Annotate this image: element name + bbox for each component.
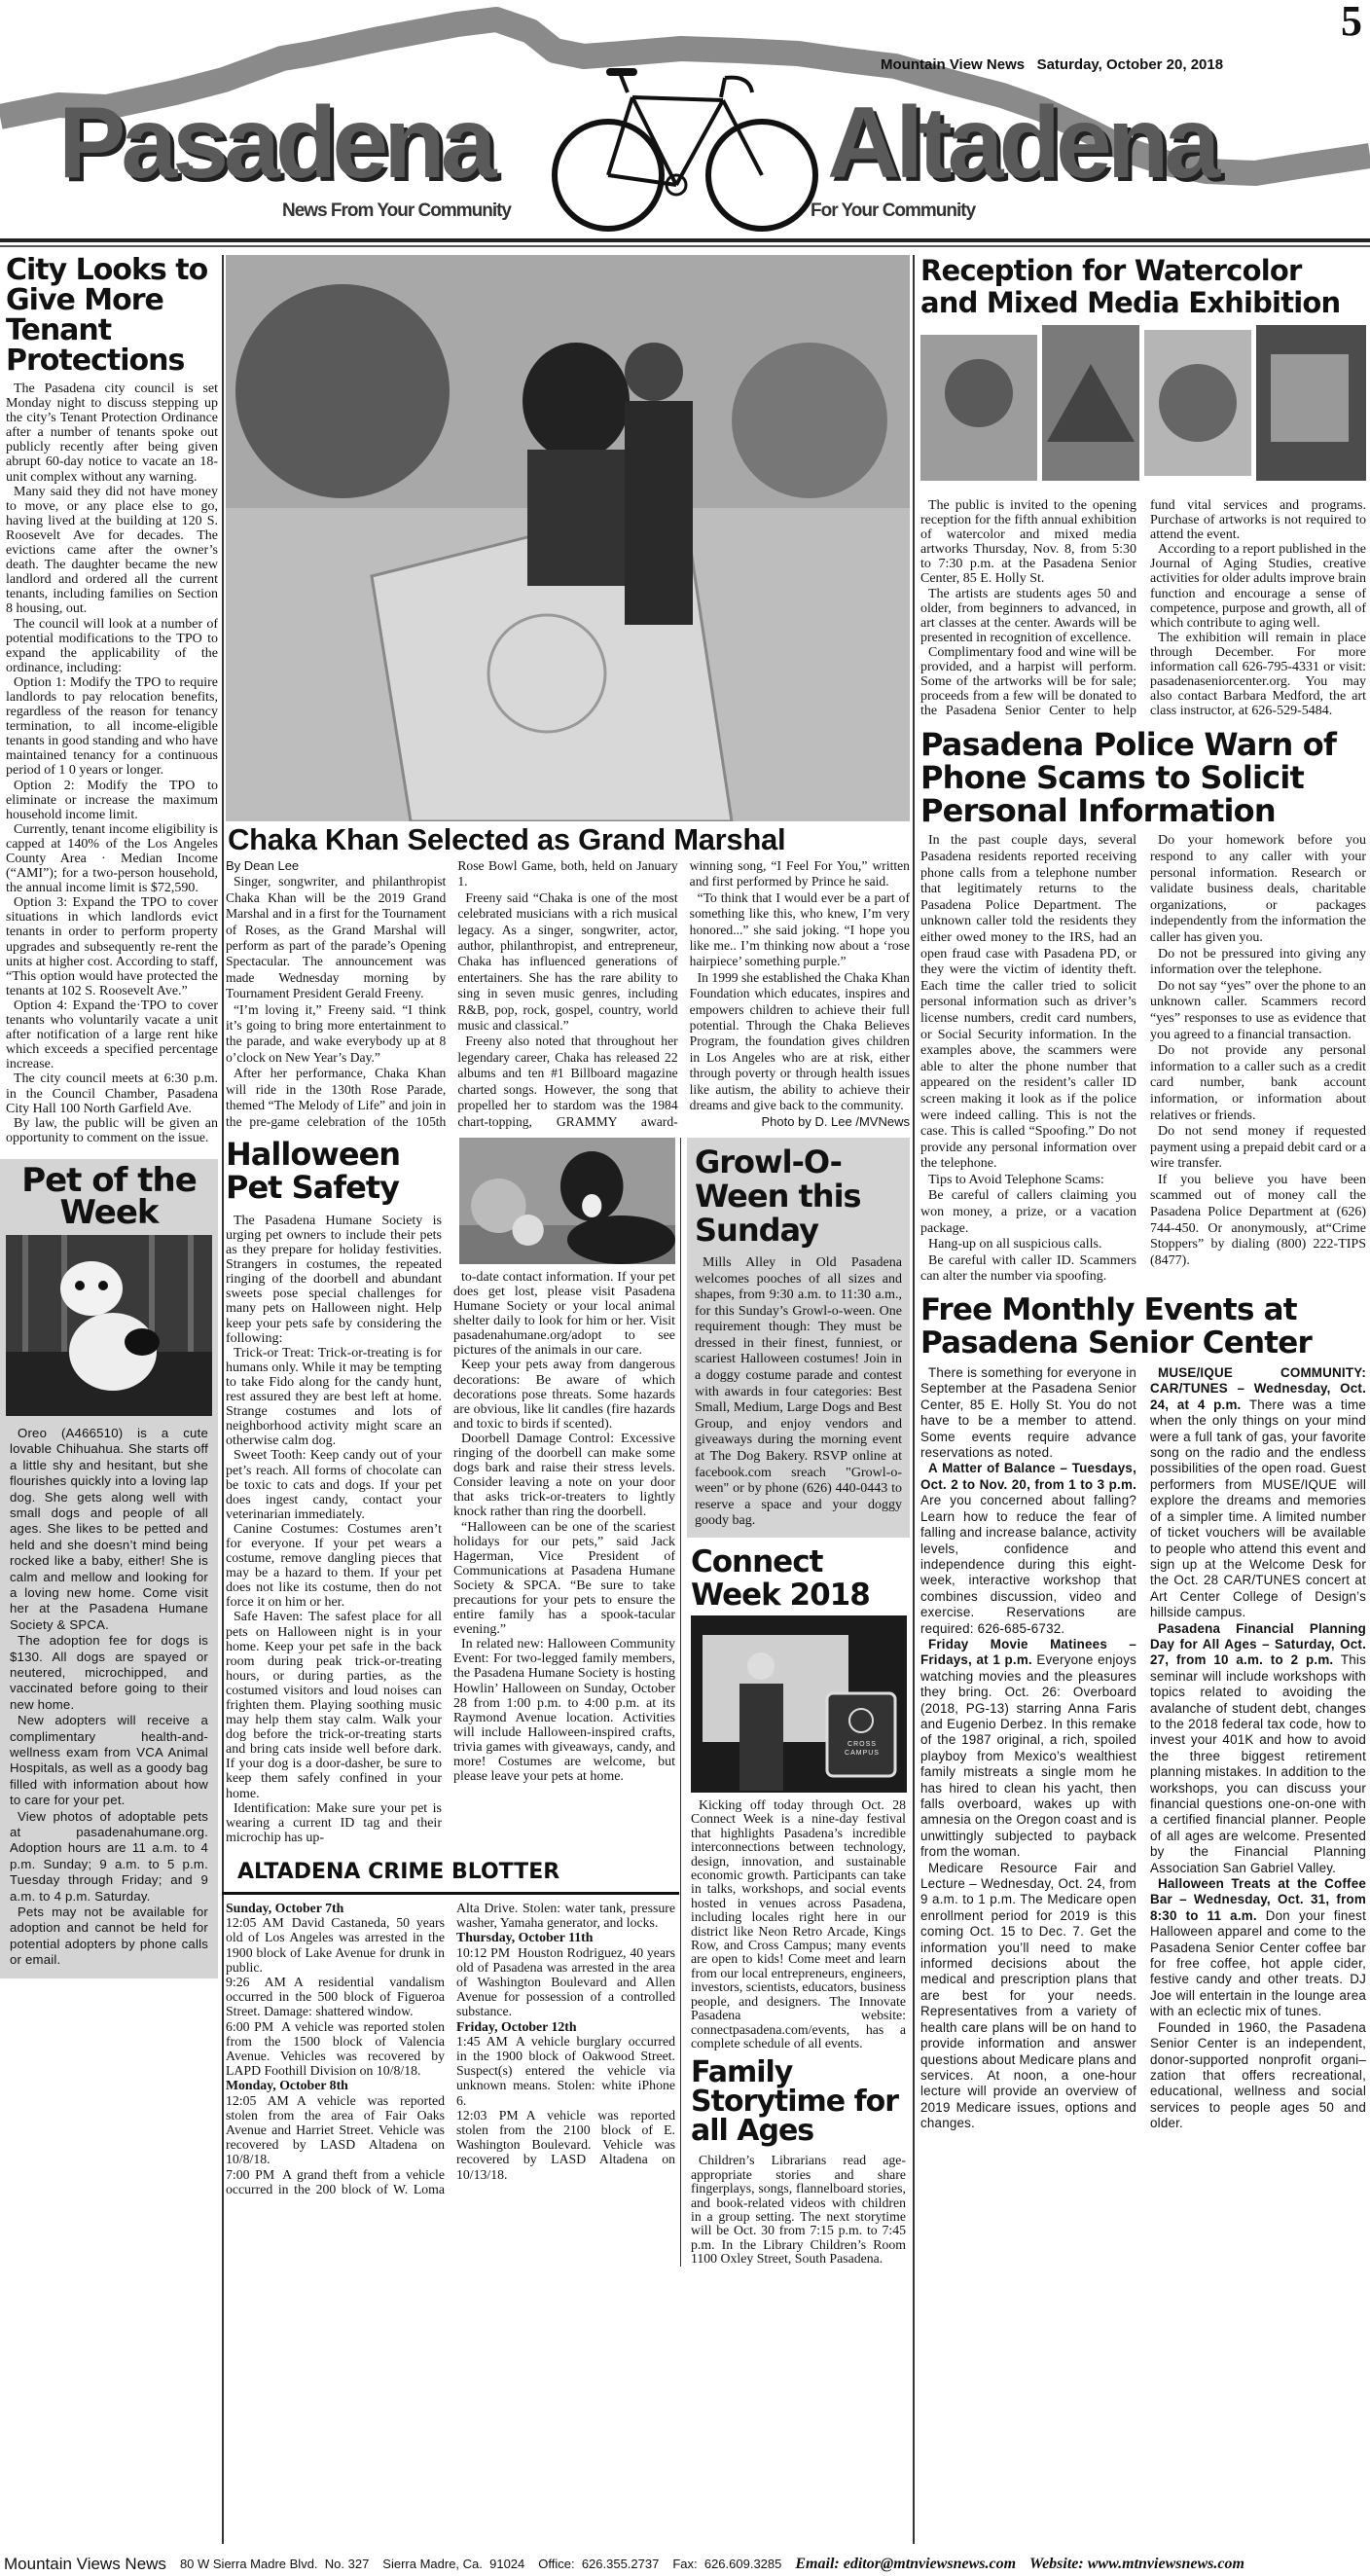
- paragraph: The Pasadena Humane Society is urging pet owners to include their pets as they prepare for holiday festivities. Strangers in costumes, the repeated ringing of the doorbell and abundant sweets pose special challenges for many pets on Halloween night. Help keep your pets safe by considering the following:: [226, 1213, 442, 1346]
- headline: Pasadena Police Warn of Phone Scams to Solicit Personal Information: [920, 726, 1337, 830]
- cross-campus-sign: CROSS CAMPUS: [845, 1741, 880, 1757]
- chaka-article-body: [226, 858, 910, 1130]
- blotter-day-heading: Friday, October 12th: [456, 2018, 577, 2034]
- paragraph: New adopters will receive a complimentary health-and-wellness exam from VCA Animal Hospitals, as well as a goody bag filled with information about how to care for your pet.: [10, 1713, 208, 1808]
- event-text: Medicare Resource Fair and Lecture – Wednesday, Oct. 24, from 9 a.m. to 1 p.m. The Medicare open enrollment period for 2019 is this coming Oct. 15 to Dec. 7. Get the information you’ll need to make informed decisions about the medical and prescription plans that are best for your needs. Representatives from a variety of health care plans will be on hand to provide information and answer questions about Medicare plans and services. At noon, a one-hour lecture will provide an overview of 2019 Medicare issues, options and changes.: [920, 1860, 1136, 2131]
- event-title: A Matter of Balance – Tuesdays, Oct. 2 to Nov. 20, from 1 to 3 p.m.: [920, 1461, 1136, 1492]
- byline: By Dean Lee: [226, 858, 300, 873]
- paragraph: Freeny said “Chaka is one of the most celebrated musicians with a rich musical legacy. As a singer, songwriter, actor, author, philanthropist, and entrepreneur, Chaka has influenced generations of entertainers. She has the rare ability to sing in seven music genres, including R&B, pop, rock, gospel, country, world music and classical.”: [457, 889, 678, 1034]
- event-text: Don your finest Halloween apparel and come to the Pasadena Senior Center coffee bar for free coffee, hot apple cider, festive candy and other treats. DJ Joe will entertain in the lounge area with an eclectic mix of tunes.: [1150, 1907, 1366, 2019]
- paragraph: Oreo (A466510) is a cute lovable Chihuahua. She starts off a little shy and hesitant, but she flourishes quickly into a loving lap dog. She gets along well with small dogs and people of all ages. She likes to be petted and held and she doesn’t mind being rocked like a baby, either! She is calm and mellow and looking for a loving new home. Come visit her at the Pasadena Humane Society & SPCA.: [10, 1425, 208, 1632]
- tagline-left: News From Your Community: [282, 200, 511, 221]
- footer-address: 80 W Sierra Madre Blvd. No. 327: [179, 2557, 370, 2571]
- entry-time: 9:26 AM: [226, 1974, 286, 1989]
- blotter-rule: [222, 1892, 679, 1895]
- paragraph: If you believe you have been scammed out of money call the Pasadena Police Department at (626) 744-450. Or anonymously, at“Crime Stoppers” by dialing (800) 222-TIPS (8477).: [1150, 1172, 1366, 1268]
- footer-website-link[interactable]: Website: www.mtnviewsnews.com: [1029, 2555, 1244, 2572]
- footer: [0, 2552, 1370, 2576]
- paragraph: Do not send money if requested payment using a prepaid debit card or a wire transfer.: [1150, 1124, 1366, 1172]
- paragraph: Option 1: Modify the TPO to require landlords to pay relocation benefits, regardless of the reason for tenancy termination, to all income-eligible tenants in good standing and who have maintained tenancy for a continuous period of 1 0 years or longer.: [6, 674, 218, 779]
- paragraph: According to a report published in the Journal of Aging Studies, creative activities for older adults improve brain function and encourage a sense of competence, purpose and growth, all of which contribute to aging well.: [1150, 542, 1366, 631]
- paragraph: [1150, 2020, 1366, 2132]
- paragraph: The artists are students ages 50 and older, from beginners to advanced, in art classes at the center. Awards will be presented in recognition of excellence.: [920, 586, 1136, 645]
- event-text: Everyone enjoys watching movies and the pleasures they bring. Oct. 26: Overboard (2018, PG-13) starring Anna Faris and Eugenio Derbez. In this remake of the 1987 original, a rich, spoiled playboy from Mexico’s wealthiest family mistreats a single mom he has hired to clean his yacht, then falls overboard, wakes up with amnesia on the Oregon coast and is unwittingly subjected to payback from the woman.: [920, 1652, 1136, 1860]
- paragraph: The adoption fee for dogs is $130. All dogs are spayed or neutered, microchipped, and vaccinated before going to their new home.: [10, 1633, 208, 1712]
- paragraph: Do not be pressured into giving any information over the telephone.: [1150, 946, 1366, 978]
- tagline-right: For Your Community: [811, 200, 976, 221]
- paragraph: In related new: Halloween Community Event: For two-legged family members, the Pasadena Humane Society is hosting Howlin’ Halloween on Sunday, October 28 from 1:00 p.m. to 4:00 p.m. at its Raymond Avenue location. Activities will include Halloween-inspired crafts, trivia games with giveaways, candy, and more! Costumes are welcome, but please leave your pets at home.: [453, 1637, 675, 1785]
- entry-text: A grand theft from a vehicle occurred in the 200 block of W. Loma Alta Drive. Stolen: water tank, pressure washer, Yamaha generator, and locks.: [226, 1900, 675, 2196]
- paragraph: [920, 1461, 1136, 1636]
- paragraph: Trick-or Treat: Trick-or-treating is for humans only. While it may be tempting to take Fido along for the candy hunt, rest assured they are best left at home. Strange costumes and lots of neighborhood activity might scare an otherwise calm dog.: [226, 1345, 442, 1449]
- paragraph: Do not provide any personal information to a caller such as a credit card number, bank account information, or information about relatives or friends.: [1150, 1043, 1366, 1123]
- chaka-khan-photo: [226, 255, 910, 821]
- entry-time: 12:05 AM: [226, 1915, 284, 1931]
- footer-city: Sierra Madre, Ca. 91024: [382, 2557, 525, 2571]
- left-column: [0, 255, 218, 1978]
- paragraph: Option 4: Expand the·TPO to cover tenants who voluntarily vacate a unit after notification of a large rent hike which exceeds a specified percentage increase.: [6, 998, 218, 1072]
- side-stories: [680, 1138, 910, 2267]
- article-body: [920, 833, 1366, 1286]
- article-body: [6, 381, 218, 1145]
- article-body: [226, 1214, 442, 1845]
- halloween-article: [226, 1135, 675, 1845]
- paragraph: “I’m loving it,” Freeny said. “I think it’s going to bring more entertainment to the parade, and wake everybody up at 8 o’clock on New Year’s Day.”: [226, 1001, 447, 1065]
- footer-fax: Fax: 626.609.3285: [672, 2557, 782, 2571]
- footer-email-link[interactable]: Email: editor@mtnviewsnews.com: [795, 2555, 1017, 2572]
- page-number: 5: [1341, 0, 1362, 45]
- paragraph: Doorbell Damage Control: Excessive ringing of the doorbell can make some dogs bark and raise their stress levels. Consider leaving a note on your door that asks trick-or-treaters to lightly knock rather than ring the doorbell.: [453, 1431, 675, 1520]
- paragraph: to-date contact information. If your pet does get lost, please visit Pasadena Humane Society or your local animal shelter daily to look for him or her. Visit pasadenahumane.org/adopt to see pictures of the animals in our care.: [453, 1269, 675, 1359]
- middle-column: [226, 255, 910, 2267]
- entry-time: 12:03 PM: [456, 2107, 519, 2122]
- event-title: Halloween Treats at the Coffee Bar – Wednesday, Oct. 31, from 8:30 to 11 a.m.: [1150, 1876, 1366, 1923]
- event-title: Friday Movie Matinees – Fridays, at 1 p.m.: [920, 1636, 1136, 1668]
- blotter-entry: [226, 2093, 445, 2167]
- crime-blotter: [226, 1859, 675, 2196]
- paragraph: View photos of adoptable pets at pasadenahumane.org. Adoption hours are 11 a.m. to 4 p.m. Sunday; 9 a.m. to 5 p.m. Tuesday through Friday; and 9 a.m. to 4 p.m. Saturday.: [10, 1808, 208, 1904]
- paragraph: In 1999 she established the Chaka Khan Foundation which educates, inspires and empowers children to achieve their full potential. Through the Chaka Believes Program, the foundation gives children in Los Angeles who are at risk, either through poverty or through health issues like autism, the ability to achieve their dreams and give back to the community.: [689, 969, 910, 1113]
- paragraph: Be careful of callers claiming you won money, a prize, or a vacation package.: [920, 1188, 1136, 1236]
- column-divider: [222, 255, 224, 2544]
- entry-text: A vehicle was reported stolen from the 2100 block of E. Washington Boulevard. Vehicle was recovered by LASD Altadena on 10/13/18.: [456, 2107, 675, 2182]
- connect-week-article: [687, 1545, 910, 2267]
- entry-time: 12:05 AM: [226, 2092, 289, 2108]
- tenant-article: [0, 255, 218, 1145]
- halloween-col-1: [226, 1135, 442, 1845]
- paragraph: Tips to Avoid Telephone Scams:: [928, 1172, 1104, 1187]
- paragraph: [920, 1637, 1136, 1861]
- paragraph: Keep your pets away from dangerous decorations: Be aware of which decorations pose threats. Some hazards are obvious, like lit candles (fire hazards and toxic to birds if scented).: [453, 1358, 675, 1432]
- paragraph: Do not say “yes” over the phone to an unknown caller. Scammers record “yes” responses to use as evidence that you agreed to a financial transaction.: [1150, 978, 1366, 1042]
- halloween-and-blotter: [226, 1135, 676, 2196]
- article-body: [6, 1426, 212, 1969]
- entry-time: 7:00 PM: [226, 2166, 275, 2182]
- entry-text: A vehicle burglary occurred in the 1900 block of Oakwood Street. Suspect(s) entered the vehicle via unknown means. Stolen: white iPhone 6.: [456, 2033, 675, 2108]
- paragraph: The exhibition will remain in place through December. For more information call 626-795-4331 or visit: pasadenaseniorcenter.org. You may also contact Barbara Medford, the art class instructor, at 626-529-5484.: [1150, 630, 1366, 719]
- headline: Pet of the Week: [21, 1160, 197, 1232]
- blotter-entry: [226, 1915, 445, 1975]
- headline: City Looks to Give More Tenant Protections: [6, 253, 208, 378]
- paragraph: Be careful with caller ID. Scammers can alter the number via spoofing.: [920, 1252, 1136, 1285]
- article-body: [691, 2154, 906, 2266]
- headline: Chaka Khan Selected as Grand Marshal: [228, 822, 786, 856]
- masthead: [0, 0, 1370, 251]
- pet-of-the-week-box: [0, 1159, 218, 1978]
- event-text: Founded in 1960, the Pasadena Senior Center is an independent, donor-supported nonprofit organi–zation that offers recreational, educational, wellness and social services to people ages 50 and older.: [1150, 2019, 1366, 2131]
- dog-pumpkins-photo: [459, 1138, 675, 1264]
- entry-text: Houston Rodriguez, 40 years old of Pasadena was arrested in the area of Washington Boulevard and Allen Avenue for possession of a controlled substance.: [456, 1944, 676, 2019]
- blotter-entries: [226, 1901, 675, 2196]
- blotter-entry: [456, 1945, 675, 2019]
- paragraph: The city council meets at 6:30 p.m. in the Council Chamber, Pasadena City Hall 100 North Garfield Ave.: [6, 1071, 218, 1116]
- paragraph: The Pasadena city council is set Monday night to discuss stepping up the city’s Tenant Protection Ordinance after a number of tenants spoke out publicly recently after being given abrupt 60-day notice to vacate an 18-unit complex without any warning.: [6, 381, 218, 485]
- article-body: [691, 1798, 906, 2050]
- paragraph: By law, the public will be given an opportunity to comment on the issue.: [6, 1115, 218, 1145]
- logo-pasadena: Pasadena: [58, 87, 492, 200]
- event-text: There was a time when the only things on your mind were a full tank of gas, your favorite song on the radio and the endless possibilities of the open road. Guest performers from MUSE/IQUE will explore the dreams and memories of a simpler time. A limited number of ticket vouchers will be available to people who attend this event and sign up at the Welcome Desk for the Oct. 28 CAR/TUNES concert at Art Center College of Design’s hillside campus.: [1150, 1397, 1366, 1620]
- event-text: Are you concerned about falling? Learn how to reduce the fear of falling and increase balance, activity levels, confidence and independence during this eight-week, interactive workshop that combines discussion, video and exercise. Reservations are required: 626-685-6732.: [920, 1493, 1136, 1636]
- paragraph: [920, 1861, 1136, 2132]
- event-title: MUSE/IQUE COMMUNITY: CAR/TUNES – Wednesday, Oct. 24, at 4 p.m.: [1150, 1365, 1366, 1412]
- dog-photo: [6, 1235, 212, 1416]
- paragraph: Identification: Make sure your pet is wearing a current ID tag and their microchip has up-: [226, 1800, 442, 1845]
- bicycle-icon: [550, 63, 822, 234]
- paper-date-line: Mountain View News Saturday, October 20, 2018: [881, 56, 1224, 73]
- blotter-entry: [456, 2034, 675, 2108]
- paragraph: Sweet Tooth: Keep candy out of your pet’s reach. All forms of chocolate can be toxic to cats and dogs. If your pet does ingest candy, contact your veterinarian immediately.: [226, 1448, 442, 1522]
- headline: Connect Week 2018: [691, 1544, 870, 1613]
- entry-time: 6:00 PM: [226, 2018, 274, 2034]
- footer-paper-name: Mountain Views News: [4, 2554, 166, 2573]
- footer-office-phone: Office: 626.355.2737: [538, 2557, 660, 2571]
- entry-text: A vehicle was reported stolen from the 1500 block of Valencia Avenue. Vehicles was recovered by LAPD Foothill Division on 10/8/18.: [226, 2018, 445, 2079]
- article-body: [920, 498, 1366, 718]
- paragraph: [1150, 1876, 1366, 2020]
- headline: Reception for Watercolor and Mixed Media Exhibition: [920, 254, 1341, 319]
- event-title: Pasadena Financial Planning Day for All Ages – Saturday, Oct. 27, from 10 a.m. to 2 p.m.: [1150, 1620, 1366, 1668]
- paragraph: After her performance, Chaka Khan will ride in the 130th Rose Parade, themed “The Melody of Life” and join in the pre-game celebration of the 105th Rose Bowl Game, both, held on January 1.: [226, 858, 678, 1129]
- headline: ALTADENA CRIME BLOTTER: [237, 1859, 560, 1884]
- paragraph: Children’s Librarians read age-appropriate stories and share fingerplays, songs, flannelboard stories, and book-related videos with children in a group setting. The next storytime will be Oct. 30 from 7:15 p.m. to 7:45 p.m. In the Library Children’s Room 1100 Oxley Street, South Pasadena.: [691, 2153, 906, 2267]
- headline: Halloween Pet Safety: [226, 1135, 401, 1206]
- paragraph: Mills Alley in Old Pasadena welcomes pooches of all sizes and shapes, from 9:30 a.m. to 11:30 a.m., for this Sunday’s Growl-o-ween. One requirement though: They must be dressed in their finest, funniest, or scariest Halloween costumes! Join in a doggy costume parade and contest with awards in four categories: Best Small, Medium, Large Dogs and Best Group, and enjoy vendors and giveaways during the morning event at The Dog Bakery. RSVP online at facebook.com sreach "Growl-o-ween" or by phone (626) 440-0443 to reserve a space and your doggy goody bag.: [695, 1254, 902, 1529]
- column-divider: [913, 255, 915, 2544]
- blotter-day-heading: Thursday, October 11th: [456, 1930, 594, 1945]
- paragraph: In the past couple days, several Pasadena residents reported receiving phone calls from a telephone number that legitimately returns to the Pasadena Police Department. The unknown caller told the residents they either owed money to the IRS, had an open fraud case with Pasadena PD, or they were the victim of identity theft. Each time the caller tried to solicit personal information such as driver’s license numbers, credit card numbers, or Social Security information. In the examples above, the scammers were able to alter the phone number that appeared on the resident’s caller ID screen making it look as if the police were indeed calling. This is not the case. This is called “Spoofing.” Do not provide any personal information over the telephone.: [920, 833, 1136, 1172]
- paragraph: Option 2: Modify the TPO to eliminate or increase the maximum household income limit.: [6, 778, 218, 822]
- paragraph: Complimentary food and wine will be provided, and a harpist will perform. Some of the artworks will be for sale; proceeds from a few will be donated to the Pasadena Senior Center to help fund vital services and programs. Purchase of artworks is not required to attend the event.: [920, 498, 1366, 719]
- paragraph: Pets may not be available for adoption and cannot be held for potential adopters by phone calls or email.: [10, 1905, 208, 1968]
- right-column: [920, 255, 1366, 2132]
- event-text: There is something for everyone in September at the Pasadena Senior Center, 85 E. Holly St. You do not have to be a member to attend. Some events require advance reservations as noted.: [920, 1365, 1136, 1461]
- headline: Family Storytime for all Ages: [691, 2055, 899, 2149]
- paragraph: Currently, tenant income eligibility is capped at 140% of the Los Angeles County Area · Median Income (“AMI”); for a two-person household, the annual income limit is $72,590.: [6, 821, 218, 896]
- paragraph: Kicking off today through Oct. 28 Connect Week is a nine-day festival that highlights Pasadena’s incredible interconnections between technology, design, innovation, and sustainable economic growth. Participants can take in talks, workshops, and social events hosted in venues across Pasadena, including locales right here in our district like Neon Retro Arcade, Kings Row, and Cross Campus; many events are open to kids! Come meet and learn from our local entrepreneurs, engineers, investors, scientists, educators, business people, and designers. The Innovate Pasadena website: connectpasadena.com/events, has a complete schedule of all events.: [691, 1797, 906, 2050]
- paragraph: [1150, 1621, 1366, 1877]
- blotter-entry: [226, 1975, 445, 2019]
- growl-o-ween-box: [687, 1138, 910, 1538]
- paragraph: [1150, 1365, 1366, 1621]
- blotter-entry: [226, 2019, 445, 2079]
- entry-text: A residential vandalism occurred in the 500 block of Figueroa Street. Damage: shattered window.: [226, 1974, 445, 2019]
- blotter-day-heading: Monday, October 8th: [226, 2078, 348, 2093]
- paragraph: The council will look at a number of potential modifications to the TPO to expand the applicability of the ordinance, including:: [6, 616, 218, 675]
- paragraph: Freeny also noted that throughout her legendary career, Chaka has released 22 albums and ten #1 Billboard magazine charted songs. However, the song that propelled her to stardom was the 1984 chart-topping, GRAMMY award-winning song, “I Feel For You,” written and first performed by Prince he said.: [457, 858, 910, 1129]
- paragraph: Do your homework before you respond to any caller with your personal information. Research or validate business deals, charitable organizations, or packages independently from the information the caller has given you.: [1150, 833, 1366, 945]
- paragraph: The public is invited to the opening reception for the fifth annual exhibition of watercolor and mixed media artworks Thursday, Nov. 8, from 5:30 to 7:30 p.m. at the Pasadena Senior Center, 85 E. Holly St.: [920, 498, 1136, 587]
- halloween-col-2: [453, 1138, 675, 1784]
- article-body: [695, 1255, 902, 1530]
- paragraph: Hang-up on all suspicious calls.: [928, 1237, 1102, 1252]
- paragraph: Canine Costumes: Costumes aren’t for everyone. If your pet wears a costume, remove dangling pieces that may be a hazard to them. If your pet does not like its costume, then do not force it on him or her.: [226, 1521, 442, 1611]
- blotter-day-heading: Sunday, October 7th: [226, 1900, 344, 1915]
- entry-time: 10:12 PM: [456, 1944, 511, 1960]
- lower-middle: [226, 1135, 910, 2267]
- entry-time: 1:45 AM: [456, 2033, 508, 2049]
- connect-week-photo: [691, 1615, 907, 1793]
- headline: Growl-O-Ween this Sunday: [695, 1143, 861, 1249]
- logo-altadena: Altadena: [827, 87, 1216, 200]
- paragraphs: [226, 858, 910, 1130]
- headline: Free Monthly Events at Pasadena Senior Center: [920, 1292, 1312, 1361]
- paragraph: “To think that I would ever be a part of something like this, who knew, I’m very honored...” she said joking. “I hope you like me.. I’m thinking now about a ‘rose hairpiece’ something purple.”: [689, 889, 910, 969]
- entry-text: David Castaneda, 50 years old of Los Angeles was arrested in the 1900 block of Lake Avenue for drunk in public.: [226, 1915, 445, 1975]
- paragraph: Many said they did not have money to move, or any place else to go, having lived at the building at 120 S. Roosevelt Ave for decades. The evictions came after the owner’s death. The daughter became the new landlord and ordered all the current tenants, including families on Section 8 housing, out.: [6, 484, 218, 617]
- masthead-rule: [0, 238, 1370, 247]
- article-body: [453, 1270, 675, 1784]
- photo-credit: Photo by D. Lee /MVNews: [761, 1113, 910, 1129]
- paragraph: “Halloween can be one of the scariest holidays for our pets,” said Jack Hagerman, Vice President of Communications at Pasadena Humane Society & SPCA. “Be sure to take precautions for your pets to ensure the entire family has a spook-tacular evening.”: [453, 1519, 675, 1638]
- blotter-entry: [456, 2108, 675, 2182]
- article-body: [920, 1365, 1366, 2132]
- event-text: This seminar will include workshops with topics related to avoiding the avalanche of student debt, changes to the 2018 federal tax code, how to invest your 401K and how to avoid the three biggest retirement planning mistakes. In addition to the workshops, you can discuss your financial questions one-on-one with a certified financial planner. People of all ages are welcome. Presented by the Financial Planning Association San Gabriel Valley.: [1150, 1652, 1366, 1875]
- artwork-photo-strip: [920, 325, 1366, 492]
- paragraph: [920, 1365, 1136, 1461]
- paragraph: Singer, songwriter, and philanthropist Chaka Khan will be the 2019 Grand Marshal and in a first for the Tournament of Roses, as the Grand Marshal will perform as part of the parade’s Opening Spectacular. The announcement was made Wednesday morning by Tournament President Gerald Freeny.: [226, 874, 447, 1001]
- paragraph: Option 3: Expand the TPO to cover situations in which landlords evict tenants in order to perform property upgrades and subsequently re-rent the units at higher cost. According to staff, “This option would have protected the tenants at 102 S. Roosevelt Ave.”: [6, 895, 218, 998]
- entry-text: A vehicle was reported stolen from the area of Fair Oaks Avenue and Harriet Street. Vehicle was recovered by LASD Altadena on 10/8/18.: [226, 2092, 445, 2167]
- paragraph: Safe Haven: The safest place for all pets on Halloween night is in your home. Keep your pet safe in the back room during peak trick-or-treating hours, or during parties, as the costumed visitors and loud noises can frighten them. Playing soothing music may help them stay calm. Walk your dog before the trick-or-treating starts and bring cats inside well before dark. If your dog is a door-dasher, be sure to keep them safely confined in your home.: [226, 1610, 442, 1801]
